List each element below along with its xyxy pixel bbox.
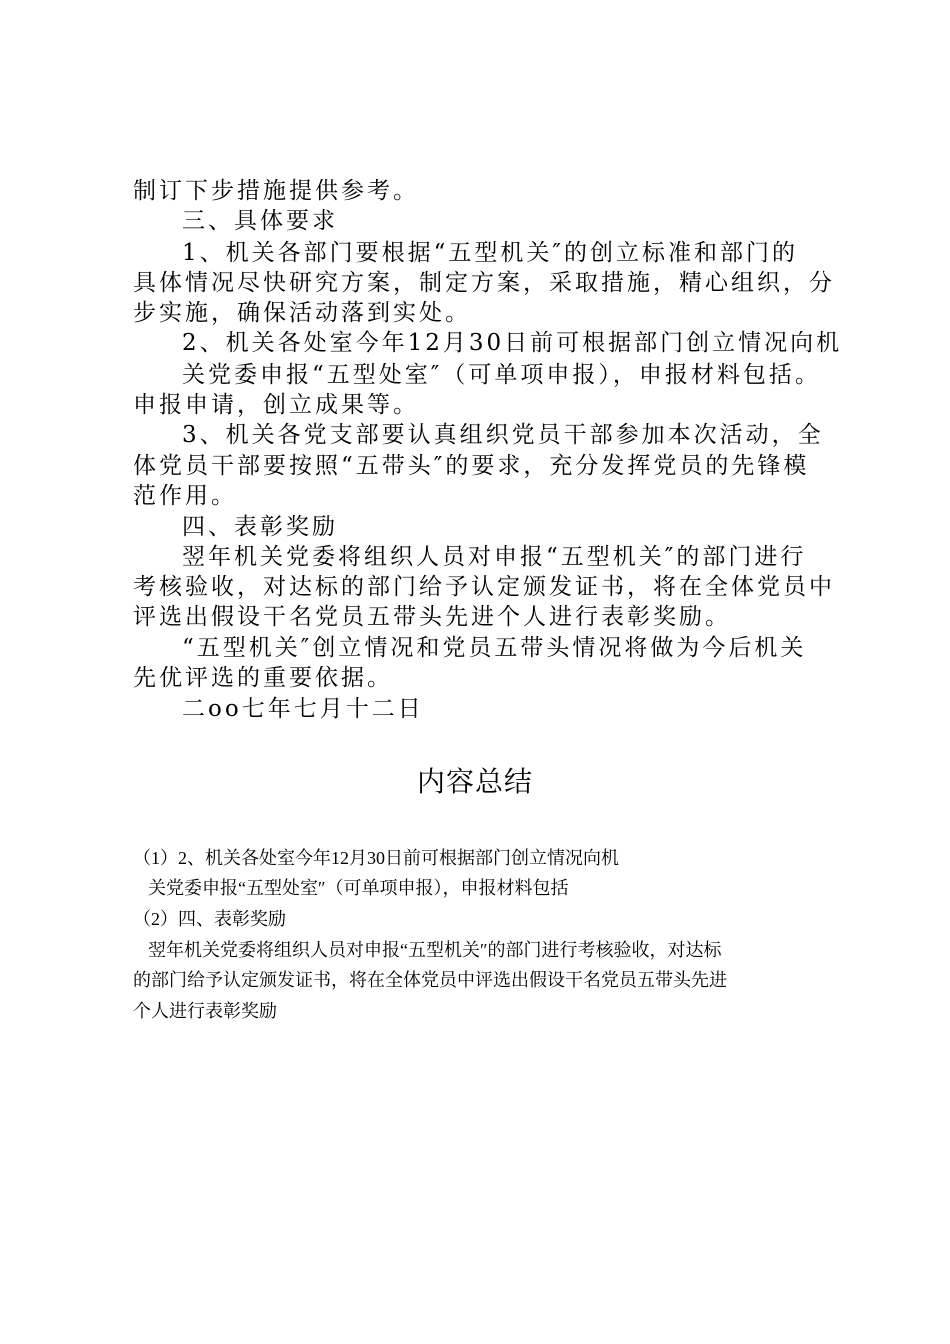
summary-line: （1）2、机关各处室今年12月30日前可根据部门创立情况向机	[133, 848, 619, 868]
summary-line: 个人进行表彰奖励	[133, 1001, 277, 1021]
body-line: 3、机关各党支部要认真组织党员干部参加本次活动，全	[182, 422, 824, 448]
summary-line: （2）四、表彰奖励	[133, 909, 286, 929]
body-line: 范作用。	[133, 483, 237, 509]
body-line: 关党委申报“五型处室″（可单项申报），申报材料包括。	[182, 362, 821, 388]
body-line: 制订下步措施提供参考。	[133, 178, 419, 204]
summary-line: 关党委申报“五型处室″（可单项申报），申报材料包括	[148, 878, 569, 898]
body-line: 申报申请，创立成果等。	[133, 392, 419, 418]
body-line: 考核验收，对达标的部门给予认定颁发证书，将在全体党员中	[133, 574, 835, 600]
body-line: 评选出假设干名党员五带头先进个人进行表彰奖励。	[133, 604, 731, 630]
body-line: “五型机关″创立情况和党员五带头情况将做为今后机关	[182, 635, 807, 661]
body-line: 先优评选的重要依据。	[133, 665, 393, 691]
body-line: 2、机关各处室今年12月30日前可根据部门创立情况向机	[182, 330, 843, 356]
body-line: 步实施，确保活动落到实处。	[133, 300, 471, 326]
summary-line: 的部门给予认定颁发证书，将在全体党员中评选出假设干名党员五带头先进	[133, 970, 727, 990]
body-line: 翌年机关党委将组织人员对申报“五型机关″的部门进行	[182, 544, 807, 570]
date-line: 二oo七年七月十二日	[182, 696, 424, 722]
body-line: 1、机关各部门要根据“五型机关″的创立标准和部门的	[182, 240, 798, 266]
summary-line: 翌年机关党委将组织人员对申报“五型机关″的部门进行考核验收，对达标	[148, 940, 722, 960]
section-heading: 三、具体要求	[182, 208, 338, 234]
body-line: 体党员干部要按照“五带头″的要求，充分发挥党员的先锋模	[133, 453, 810, 479]
section-heading: 四、表彰奖励	[182, 514, 338, 540]
body-line: 具体情况尽快研究方案，制定方案，采取措施，精心组织，分	[133, 270, 835, 296]
summary-title: 内容总结	[416, 765, 533, 798]
